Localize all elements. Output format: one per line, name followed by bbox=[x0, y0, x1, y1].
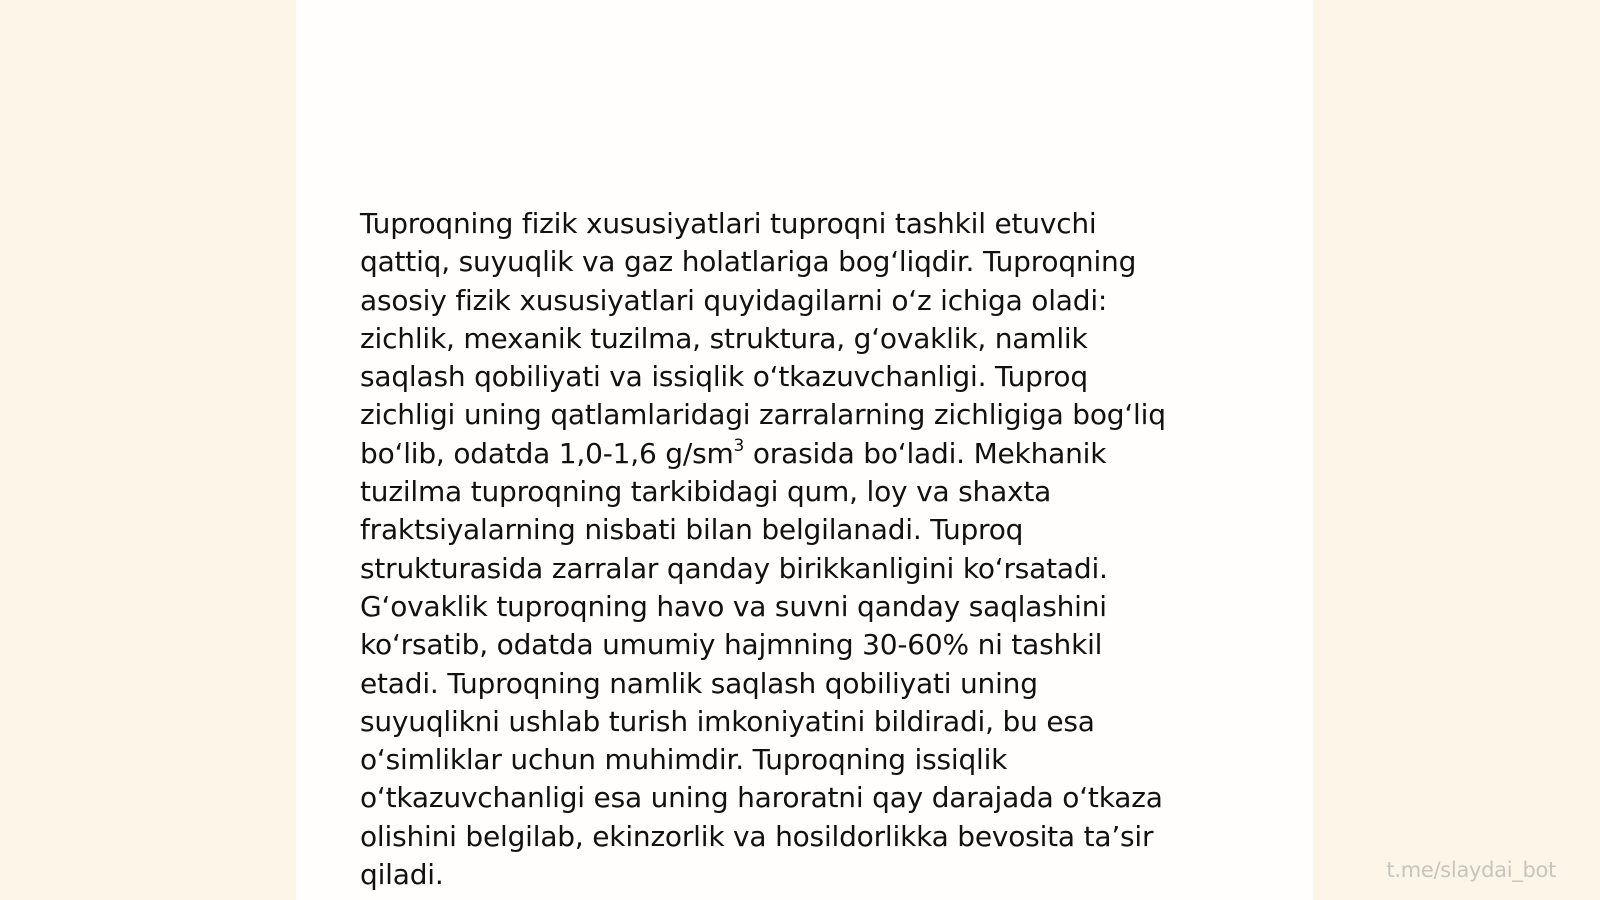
paragraph-text-part1: Tuproqning fizik xususiyatlari tuproqni tashkil etuvchi qattiq, suyuqlik va gaz holatlariga bog‘liqdir. Tuproqning asosiy fizik xususiyatlari quyidagilarni o‘z ichiga oladi: zichlik, mexanik tuzilma, struktura, g‘ovaklik, namlik saqlash qobiliyati va issiqlik o‘tkazuvchanligi. Tuproq zichligi uning qatlamlaridagi zarralarning zichligiga bog‘liq bo‘lib, odatda 1,0-1,6 g/sm bbox=[360, 207, 1166, 470]
cubic-superscript: 3 bbox=[733, 435, 745, 456]
paragraph-text-part2: orasida bo‘ladi. Mekhanik tuzilma tuproqning tarkibidagi qum, loy va shaxta fraktsiyalarning nisbati bilan belgilanadi. Tuproq strukturasida zarralar qanday birikkanligini ko‘rsatadi. G‘ovaklik tuproqning havo va suvni qanday saqlashini ko‘rsatib, odatda umumiy hajmning 30-60% ni tashkil etadi. Tuproqning namlik saqlash qobiliyati uning suyuqlikni ushlab turish imkoniyatini bildiradi, bu esa o‘simliklar uchun muhimdir. Tuproqning issiqlik o‘tkazuvchanligi esa uning haroratni qay darajada o‘tkaza olishini belgilab, ekinzorlik va hosildorlikka bevosita ta’sir qiladi. bbox=[360, 436, 1163, 892]
body-paragraph bbox=[360, 205, 1260, 894]
watermark-link: t.me/slaydai_bot bbox=[1386, 858, 1556, 882]
